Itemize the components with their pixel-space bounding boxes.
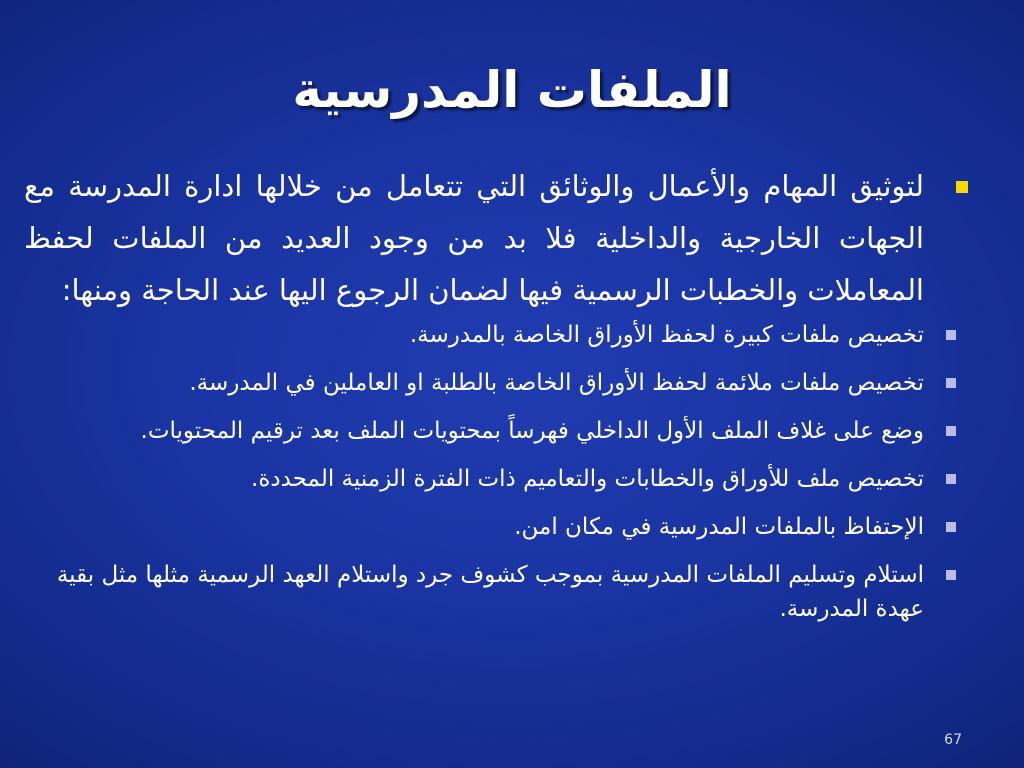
slide-title: الملفات المدرسية (292, 61, 732, 119)
slide-content (24, 160, 976, 640)
list-item (24, 510, 976, 544)
sub-bullet-list (24, 318, 976, 626)
intro-paragraph (24, 160, 976, 316)
list-item (24, 318, 976, 352)
list-item-text: الإحتفاظ بالملفات المدرسية في مكان امن. (514, 514, 924, 540)
page-number: 67 (944, 732, 962, 748)
list-item-text: تخصيص ملفات كبيرة لحفظ الأوراق الخاصة بالمدرسة. (409, 322, 924, 348)
list-item-text: تخصيص ملفات ملائمة لحفظ الأوراق الخاصة بالطلبة او العاملين في المدرسة. (189, 370, 924, 396)
square-bullet-icon (956, 181, 968, 193)
list-item (24, 414, 976, 448)
list-item (24, 558, 976, 626)
square-bullet-icon (946, 426, 956, 436)
square-bullet-icon (946, 570, 956, 580)
list-item (24, 366, 976, 400)
square-bullet-icon (946, 378, 956, 388)
list-item-text: وضع على غلاف الملف الأول الداخلي فهرساً بمحتويات الملف بعد ترقيم المحتويات. (140, 418, 924, 444)
square-bullet-icon (946, 522, 956, 532)
list-item-text: تخصيص ملف للأوراق والخطابات والتعاميم ذات الفترة الزمنية المحددة. (251, 466, 924, 492)
list-item-text: استلام وتسليم الملفات المدرسية بموجب كشوف جرد واستلام العهد الرسمية مثلها مثل بقية عهدة المدرسة. (56, 562, 924, 622)
square-bullet-icon (946, 330, 956, 340)
list-item (24, 462, 976, 496)
intro-text: لتوثيق المهام والأعمال والوثائق التي تتعامل من خلالها ادارة المدرسة مع الجهات الخارجية والداخلية فلا بد من وجود العديد من الملفات لحفظ المعاملات والخطبات الرسمية فيها لضمان الرجوع اليها عند الحاجة ومنها: (24, 169, 924, 307)
square-bullet-icon (946, 474, 956, 484)
